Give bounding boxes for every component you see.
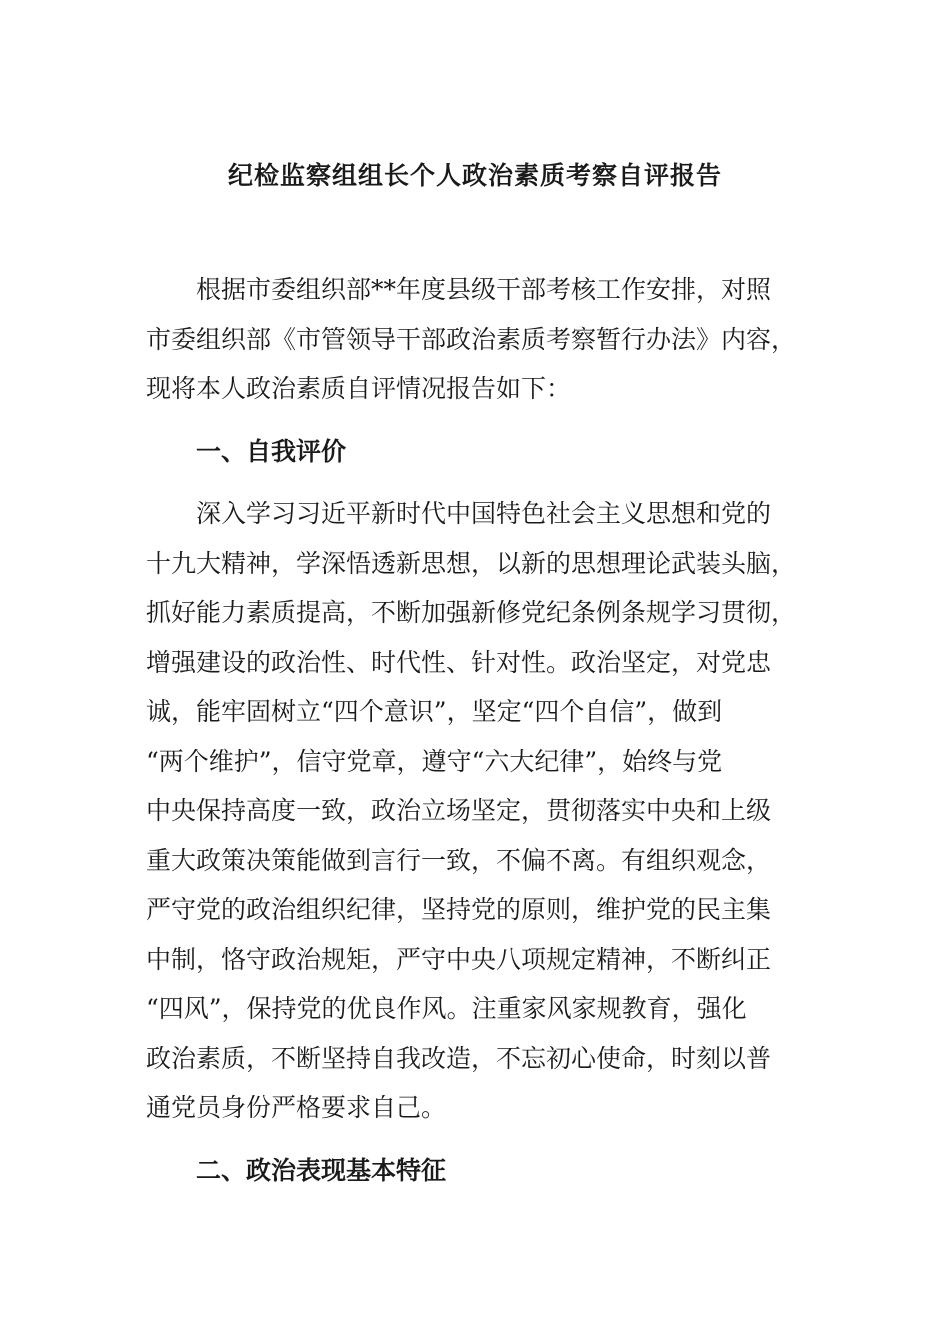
section1-line: 重大政策决策能做到言行一致，不偏不离。有组织观念， bbox=[146, 845, 772, 875]
section1-line: 通党员身份严格要求自己。 bbox=[146, 1093, 447, 1122]
intro-line: 现将本人政治素质自评情况报告如下： bbox=[146, 374, 572, 403]
section1-line: 抓好能力素质提高，不断加强新修党纪条例条规学习贯彻， bbox=[146, 598, 797, 627]
intro-line: 市委组织部《市管领导干部政治素质考察暂行办法》内容， bbox=[146, 324, 797, 354]
document-title: 纪检监察组组长个人政治素质考察自评报告 bbox=[227, 161, 722, 190]
section1-line: 政治素质，不断坚持自我改造，不忘初心使命，时刻以普 bbox=[146, 1043, 772, 1073]
section1-line: “四风”，保持党的优良作风。注重家风家规教育，强化 bbox=[146, 994, 747, 1023]
document-body bbox=[146, 265, 796, 1195]
section1-line: 增强建设的政治性、时代性、针对性。政治坚定，对党忠 bbox=[146, 647, 772, 677]
intro-line: 根据市委组织部**年度县级干部考核工作安排，对照 bbox=[196, 275, 772, 304]
section-heading-political-performance: 二、政治表现基本特征 bbox=[196, 1155, 447, 1185]
section1-line: 十九大精神，学深悟透新思想，以新的思想理论武装头脑， bbox=[146, 548, 797, 578]
section1-line: “两个维护”，信守党章，遵守“六大纪律”，始终与党 bbox=[146, 746, 723, 776]
section1-line: 诚，能牢固树立“四个意识”，坚定“四个自信”，做到 bbox=[146, 697, 723, 726]
section1-line: 中制，恪守政治规矩，严守中央八项规定精神，不断纠正 bbox=[146, 944, 772, 974]
section1-line: 严守党的政治组织纪律，坚持党的原则，维护党的民主集 bbox=[146, 895, 772, 924]
section-heading-self-evaluation: 一、自我评价 bbox=[196, 436, 347, 466]
section1-line: 深入学习习近平新时代中国特色社会主义思想和党的 bbox=[196, 499, 772, 528]
section1-line: 中央保持高度一致，政治立场坚定，贯彻落实中央和上级 bbox=[146, 796, 772, 825]
